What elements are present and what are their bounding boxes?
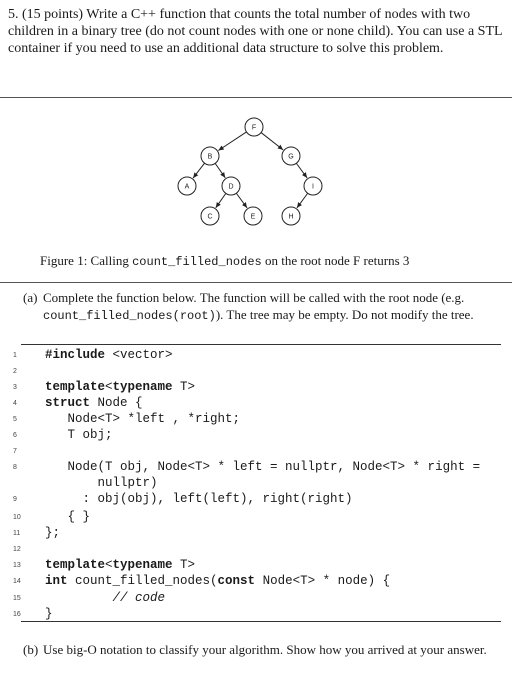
code-line <box>0 574 512 590</box>
question-body: (15 points) Write a C++ function that counts the total number of nodes with two children in a binary tree (do not count nodes with one or none child). You can use a STL container if you need to use an additional data structure to solve this problem. <box>8 7 503 56</box>
code-line <box>0 558 512 574</box>
code-token: <vector> <box>105 348 173 362</box>
code-text <box>45 460 480 474</box>
code-token: Node<T> *left , *right; <box>45 412 241 426</box>
tree-edge-F-G <box>261 133 283 150</box>
code-text <box>45 607 53 621</box>
line-number: 6 <box>13 432 17 439</box>
code-keyword: struct <box>45 396 91 410</box>
code-token: count_filled_nodes( <box>67 574 218 588</box>
code-token: T obj; <box>45 428 113 442</box>
code-keyword: template <box>45 380 106 394</box>
code-text <box>45 591 165 605</box>
code-top-rule <box>21 344 501 345</box>
code-line <box>0 460 512 476</box>
code-line <box>0 542 512 558</box>
code-bottom-rule <box>21 621 501 622</box>
code-token: } <box>45 607 53 621</box>
code-listing <box>0 348 512 621</box>
code-line <box>0 412 512 428</box>
part-a-label: (a) <box>23 290 38 305</box>
figure-caption <box>40 253 500 270</box>
line-number: 5 <box>13 416 17 423</box>
caption-prefix: Figure 1: Calling <box>40 253 133 268</box>
code-text <box>45 348 173 362</box>
tree-edge-B-D <box>215 163 225 177</box>
part-a-text-1: Complete the function below. The function will be called with the root node (e.g. <box>43 290 465 305</box>
code-keyword: int <box>45 574 68 588</box>
tree-edge-D-E <box>236 193 247 208</box>
part-a-inline-code: count_filled_nodes(root) <box>43 309 216 323</box>
tree-edge-D-C <box>216 193 226 207</box>
line-number: 10 <box>13 514 21 521</box>
code-text <box>45 428 113 442</box>
code-token: < <box>105 558 113 572</box>
line-number: 2 <box>13 368 17 375</box>
part-a-text-2: ). The tree may be empty. Do not modify the tree. <box>215 307 474 322</box>
part-b-text: Use big-O notation to classify your algorithm. Show how you arrived at your answer. <box>43 642 487 657</box>
tree-node-label-H: H <box>288 213 294 221</box>
line-number: 14 <box>13 578 21 585</box>
code-line <box>0 348 512 364</box>
line-number: 4 <box>13 400 17 407</box>
code-text <box>45 492 353 506</box>
tree-node-label-E: E <box>250 213 256 221</box>
tree-edge-I-H <box>297 193 308 208</box>
code-keyword: #include <box>45 348 106 362</box>
caption-function-name: count_filled_nodes <box>132 255 262 269</box>
code-token: T> <box>172 380 196 394</box>
code-text <box>45 526 60 540</box>
line-number: 1 <box>13 352 17 359</box>
code-keyword: typename <box>112 558 173 572</box>
code-token: T> <box>172 558 196 572</box>
part-a <box>23 289 503 325</box>
code-line <box>0 364 512 380</box>
tree-edge-G-I <box>296 163 307 178</box>
line-number: 12 <box>13 546 21 553</box>
line-number: 3 <box>13 384 17 391</box>
code-token: Node<T> * node) { <box>255 574 391 588</box>
tree-node-label-A: A <box>184 183 190 191</box>
code-keyword: const <box>217 574 256 588</box>
code-line <box>0 396 512 412</box>
code-keyword: typename <box>112 380 173 394</box>
line-number: 7 <box>13 448 17 455</box>
line-number: 11 <box>13 530 21 537</box>
code-line <box>0 380 512 396</box>
code-text <box>45 558 195 572</box>
part-b-label: (b) <box>23 642 39 657</box>
tree-edge-B-A <box>193 163 204 178</box>
line-number: 13 <box>13 562 21 569</box>
code-text <box>45 476 158 490</box>
code-token: nullptr) <box>45 476 158 490</box>
code-text <box>45 412 240 426</box>
code-comment: // code <box>45 591 166 605</box>
code-line <box>0 591 512 607</box>
line-number: 9 <box>13 496 17 503</box>
code-token: < <box>105 380 113 394</box>
binary-tree-figure <box>0 112 512 237</box>
figure-divider <box>0 282 512 283</box>
caption-suffix: on the root node F returns 3 <box>261 253 410 268</box>
code-token: { } <box>45 510 91 524</box>
code-line <box>0 492 512 508</box>
question-divider <box>0 97 512 98</box>
tree-node-label-C: C <box>207 213 213 221</box>
code-token: Node(T obj, Node<T> * left = nullptr, Node<T> * right = <box>45 460 481 474</box>
tree-node-label-B: B <box>207 153 213 161</box>
code-text <box>45 510 90 524</box>
question-number: 5. <box>8 7 19 22</box>
code-token: Node { <box>90 396 143 410</box>
code-text <box>45 380 195 394</box>
code-text <box>45 396 143 410</box>
part-a-text <box>43 289 503 325</box>
tree-node-label-F: F <box>251 124 257 132</box>
code-line <box>0 526 512 542</box>
code-keyword: template <box>45 558 106 572</box>
code-line <box>0 444 512 460</box>
line-number: 16 <box>13 611 21 618</box>
code-line <box>0 428 512 444</box>
tree-node-label-G: G <box>288 153 294 161</box>
line-number: 15 <box>13 595 21 602</box>
tree-node-label-I: I <box>312 183 314 191</box>
part-b <box>23 641 503 658</box>
code-token: }; <box>45 526 61 540</box>
code-token: : obj(obj), left(left), right(right) <box>45 492 353 506</box>
question-text <box>8 6 504 57</box>
code-line <box>0 476 512 492</box>
tree-edge-F-B <box>218 132 246 151</box>
tree-node-label-D: D <box>228 183 234 191</box>
code-text <box>45 574 390 588</box>
line-number: 8 <box>13 464 17 471</box>
code-line <box>0 510 512 526</box>
